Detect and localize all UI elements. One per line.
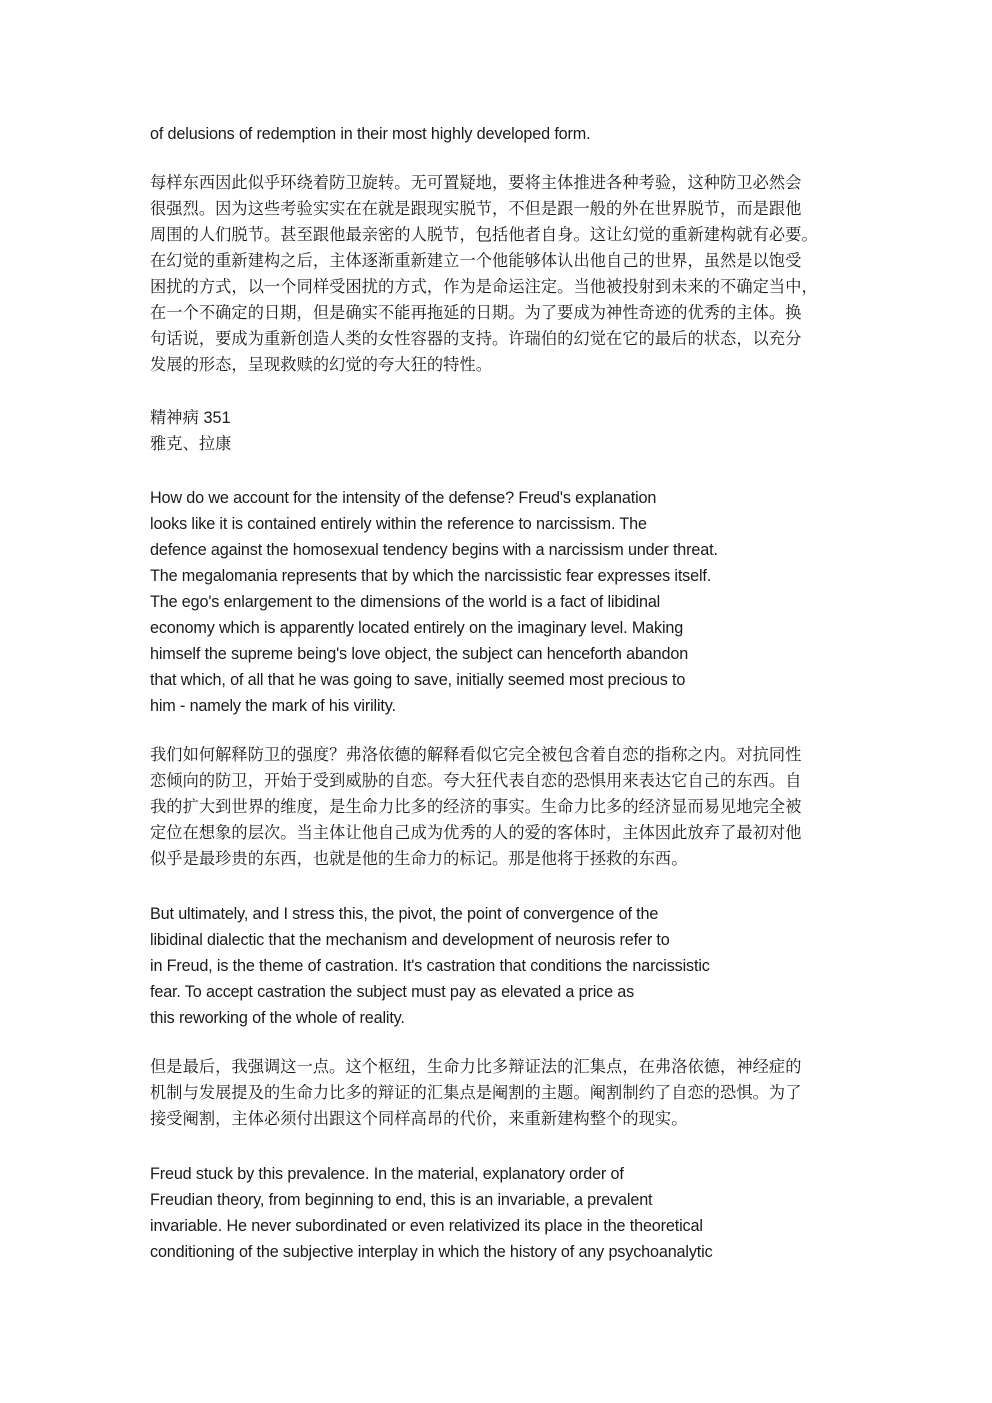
running-header bbox=[150, 405, 231, 457]
text-line: Freudian theory, from beginning to end, this is an invariable, a prevalent bbox=[150, 1191, 653, 1209]
text-line: of delusions of redemption in their most highly developed form. bbox=[150, 125, 591, 143]
text-line: defence against the homosexual tendency begins with a narcissism under threat. bbox=[150, 541, 718, 559]
text-line: The megalomania represents that by which the narcissistic fear expresses itself. bbox=[150, 567, 712, 585]
text-line: 机制与发展提及的生命力比多的辩证的汇集点是阉割的主题。阉割制约了自恋的恐惧。为了 bbox=[150, 1084, 802, 1102]
text-line: Freud stuck by this prevalence. In the material, explanatory order of bbox=[150, 1165, 624, 1183]
text-line: him - namely the mark of his virility. bbox=[150, 697, 396, 715]
text-line: The ego's enlargement to the dimensions of the world is a fact of libidinal bbox=[150, 593, 661, 611]
text-line: 在一个不确定的日期，但是确实不能再拖延的日期。为了要成为神性奇迹的优秀的主体。换 bbox=[150, 304, 802, 322]
text-line: 似乎是最珍贵的东西，也就是他的生命力的标记。那是他将于拯救的东西。 bbox=[150, 850, 688, 868]
text-line: fear. To accept castration the subject must pay as elevated a price as bbox=[150, 983, 635, 1001]
text-line: 每样东西因此似乎环绕着防卫旋转。无可置疑地，要将主体推进各种考验，这种防卫必然会 bbox=[150, 174, 802, 192]
text-line: 我的扩大到世界的维度，是生命力比多的经济的事实。生命力比多的经济显而易见地完全被 bbox=[150, 798, 802, 816]
english-paragraph-castration bbox=[150, 901, 710, 1031]
text-line: 在幻觉的重新建构之后，主体逐渐重新建立一个他能够体认出他自己的世界，虽然是以饱受 bbox=[150, 252, 802, 270]
text-line: 发展的形态，呈现救赎的幻觉的夸大狂的特性。 bbox=[150, 356, 493, 374]
text-line: 但是最后，我强调这一点。这个枢纽，生命力比多辩证法的汇集点，在弗洛依德，神经症的 bbox=[150, 1058, 802, 1076]
text-line: How do we account for the intensity of the defense? Freud's explanation bbox=[150, 489, 657, 507]
text-line: himself the supreme being's love object, the subject can henceforth abandon bbox=[150, 645, 689, 663]
text-line: conditioning of the subjective interplay in which the history of any psychoanalytic bbox=[150, 1243, 713, 1261]
text-line: libidinal dialectic that the mechanism and development of neurosis refer to bbox=[150, 931, 670, 949]
header-title-page-number: 精神病 351 bbox=[150, 409, 231, 427]
english-paragraph-prevalence bbox=[150, 1161, 713, 1265]
chinese-paragraph-intensity-defense bbox=[150, 742, 802, 872]
header-author: 雅克、拉康 bbox=[150, 435, 232, 453]
english-paragraph-redemption bbox=[150, 121, 590, 147]
text-line: 我们如何解释防卫的强度？弗洛依德的解释看似它完全被包含着自恋的指称之内。对抗同性 bbox=[150, 746, 802, 764]
text-line: 句话说，要成为重新创造人类的女性容器的支持。许瑞伯的幻觉在它的最后的状态，以充分 bbox=[150, 330, 802, 348]
text-line: invariable. He never subordinated or even relativized its place in the theoretical bbox=[150, 1217, 703, 1235]
text-line: looks like it is contained entirely within the reference to narcissism. The bbox=[150, 515, 647, 533]
text-line: 恋倾向的防卫，开始于受到威胁的自恋。夸大狂代表自恋的恐惧用来表达它自己的东西。自 bbox=[150, 772, 802, 790]
text-line: But ultimately, and I stress this, the pivot, the point of convergence of the bbox=[150, 905, 659, 923]
text-line: 很强烈。因为这些考验实实在在就是跟现实脱节，不但是跟一般的外在世界脱节，而是跟他 bbox=[150, 200, 802, 218]
chinese-paragraph-castration bbox=[150, 1054, 802, 1132]
text-line: 困扰的方式，以一个同样受困扰的方式，作为是命运注定。当他被投射到未来的不确定当中， bbox=[150, 278, 818, 296]
text-line: economy which is apparently located entirely on the imaginary level. Making bbox=[150, 619, 684, 637]
text-line: 接受阉割，主体必须付出跟这个同样高昂的代价，来重新建构整个的现实。 bbox=[150, 1110, 688, 1128]
text-line: 定位在想象的层次。当主体让他自己成为优秀的人的爱的客体时，主体因此放弃了最初对他 bbox=[150, 824, 802, 842]
english-paragraph-intensity-defense bbox=[150, 485, 718, 719]
text-line: that which, of all that he was going to save, initially seemed most precious to bbox=[150, 671, 686, 689]
text-line: 周围的人们脱节。甚至跟他最亲密的人脱节，包括他者自身。这让幻觉的重新建构就有必要。 bbox=[150, 226, 818, 244]
chinese-paragraph-defence-trials bbox=[150, 170, 818, 378]
text-line: in Freud, is the theme of castration. It's castration that conditions the narcissistic bbox=[150, 957, 710, 975]
text-line: this reworking of the whole of reality. bbox=[150, 1009, 405, 1027]
